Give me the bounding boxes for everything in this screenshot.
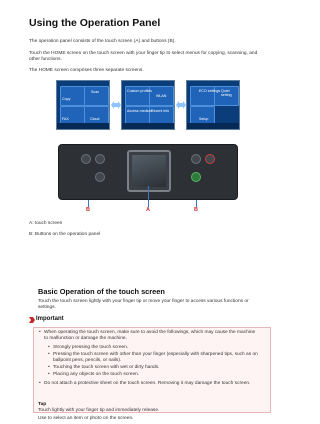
important-sub-1: • Strongly pressing the touch screen. [53, 345, 128, 351]
caption-b: B: Buttons on the operation panel [29, 232, 101, 237]
screen-status-bar [187, 123, 239, 129]
important-item-1b: to malfunction or damage the machine. [44, 336, 127, 341]
tap-text-2: Use to select an item or photo on the screen. [38, 416, 134, 421]
warning-icon [29, 317, 35, 323]
caption-a: A: touch screen [29, 221, 63, 226]
power-button [191, 154, 201, 164]
setup-label: Setup [199, 117, 209, 121]
wlan-label: WLAN [156, 94, 167, 98]
home-screen-3 [186, 80, 240, 130]
cloud-label: Cloud [90, 117, 100, 121]
callout-line-b-right [196, 200, 197, 207]
screen-status-bar [57, 123, 109, 129]
label-b-right: B [194, 207, 198, 213]
access-medium-label: Access medium [127, 109, 153, 113]
home-screen-1 [56, 80, 110, 130]
start-button [191, 172, 201, 182]
page-title: Using the Operation Panel [29, 17, 161, 29]
tap-title: Tap [38, 402, 47, 407]
important-sub-2a: • Pressing the touch screen with other than your finger (especially with sharpened tips, such as on [53, 352, 258, 358]
label-a: A [146, 207, 150, 213]
scan-label: Scan [91, 90, 100, 94]
important-sub-4: • Placing any objects on the touch screen. [53, 372, 139, 378]
important-sub-2b: ballpoint pens, pencils, or nails). [53, 358, 122, 363]
intro-text-1: The operation panel consists of the touch screen (A) and buttons (B). [29, 39, 176, 44]
copy-button [95, 154, 105, 164]
callout-line-a [148, 186, 149, 207]
eco-settings-label: ECO settings [199, 89, 221, 93]
screen-status-bar [122, 123, 174, 129]
tap-text-1: Touch lightly with your finger tip and immediately release. [38, 408, 160, 413]
intro-text-2b: other functions. [29, 57, 62, 62]
important-item-1a: • When operating the touch screen, make sure to avoid the followings, which may cause the machine [44, 330, 255, 336]
section-text-2: settings. [38, 305, 56, 310]
quiet-setting-label: Quiet setting [221, 89, 232, 97]
fax-label: FAX [62, 117, 69, 121]
home-button [81, 154, 91, 164]
recent-info-label: Recent info [151, 109, 170, 113]
important-item-2: • Do not attach a protective sheet on the touch screen. Removing it may damage the touch screen. [44, 381, 250, 387]
double-arrow-icon [176, 101, 186, 109]
intro-text-2a: Touch the HOME screen on the touch screen with your finger tip to select menus for copying, scanning, and [29, 51, 258, 56]
section-text-1: Touch the touch screen lightly with your finger tip or move your finger to access various functions or [38, 299, 249, 304]
important-sub-3: • Touching the touch screen with wet or dirty hands. [53, 365, 159, 371]
copy-tile [60, 86, 85, 106]
label-b-left: B [86, 207, 90, 213]
callout-line-b-left [88, 200, 89, 207]
back-button [95, 172, 105, 182]
scan-tile [84, 86, 109, 106]
home-screen-2 [121, 80, 175, 130]
touch-screen [127, 150, 171, 192]
double-arrow-icon [111, 101, 121, 109]
home-screens-illustration [56, 80, 240, 136]
intro-text-3: The HOME screen comprises three separate screens. [29, 68, 144, 73]
important-title: Important [36, 316, 64, 322]
section-title: Basic Operation of the touch screen [38, 287, 165, 296]
custom-profiles-label: Custom profiles [127, 89, 152, 93]
copy-label: Copy [62, 97, 71, 101]
stop-button [205, 154, 215, 164]
